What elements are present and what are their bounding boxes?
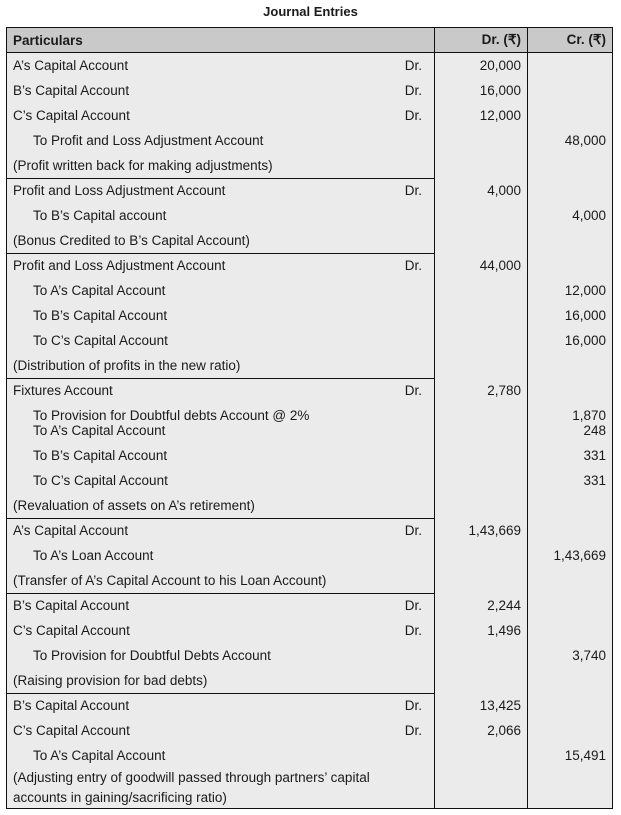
particulars-cell <box>7 78 434 103</box>
table-body <box>7 53 612 808</box>
narration-row <box>7 568 612 593</box>
debit-amount: 1,43,669 <box>468 523 521 538</box>
account-name: To A’s Capital Account <box>33 423 166 438</box>
table-row <box>7 328 612 353</box>
journal-entry <box>7 693 612 808</box>
narration-row <box>7 493 612 518</box>
credit-amount <box>527 718 612 743</box>
narration: (Distribution of profits in the new ratio) <box>13 358 241 373</box>
credit-amount: 12,000 <box>564 283 606 298</box>
debit-amount <box>434 443 527 468</box>
account-name: To Provision for Doubtful Debts Account <box>33 648 271 663</box>
debit-amount <box>434 353 527 378</box>
credit-amount <box>527 228 612 253</box>
particulars-cell <box>7 518 434 543</box>
credit-amount <box>527 78 612 103</box>
debit-amount <box>434 203 527 228</box>
debit-amount: 12,000 <box>479 108 521 123</box>
credit-amount <box>527 103 612 128</box>
journal-entry <box>7 378 612 518</box>
credit-amount <box>527 518 612 543</box>
account-name: To A’s Capital Account <box>33 283 166 298</box>
debit-mark: Dr. <box>404 258 422 273</box>
page-title: Journal Entries <box>263 4 358 19</box>
narration-row <box>7 768 612 808</box>
narration: (Revaluation of assets on A’s retirement) <box>13 498 255 513</box>
credit-amount <box>527 493 612 518</box>
credit-amount <box>527 768 612 808</box>
particulars-cell <box>7 328 434 353</box>
account-name: To C’s Capital Account <box>33 473 168 488</box>
table-row <box>7 593 612 618</box>
journal-entry <box>7 518 612 593</box>
particulars-cell <box>7 423 434 438</box>
particulars-cell <box>7 743 434 768</box>
account-name: To B’s Capital Account <box>33 448 168 463</box>
narration-row <box>7 228 612 253</box>
debit-amount: 2,244 <box>487 598 521 613</box>
table-row <box>7 443 612 468</box>
debit-amount <box>434 768 527 808</box>
table-row <box>7 618 612 643</box>
debit-mark: Dr. <box>404 108 422 123</box>
table-row <box>7 468 612 493</box>
table-row <box>7 178 612 203</box>
narration-row <box>7 353 612 378</box>
debit-mark: Dr. <box>404 623 422 638</box>
table-row <box>7 378 612 403</box>
narration: (Profit written back for making adjustments) <box>13 158 273 173</box>
table-row <box>7 203 612 228</box>
account-name: Profit and Loss Adjustment Account <box>13 258 226 273</box>
journal-entry <box>7 593 612 693</box>
credit-amount <box>527 568 612 593</box>
table-row <box>7 103 612 128</box>
credit-amount: 331 <box>583 473 606 488</box>
narration: (Transfer of A’s Capital Account to his Loan Account) <box>13 573 327 588</box>
account-name: To B’s Capital Account <box>33 308 168 323</box>
particulars-cell <box>7 408 434 423</box>
particulars-cell <box>7 128 434 153</box>
debit-amount <box>434 328 527 353</box>
debit-amount: 1,496 <box>487 623 521 638</box>
particulars-cell <box>7 203 434 228</box>
credit-amount: 16,000 <box>564 333 606 348</box>
credit-amount <box>527 593 612 618</box>
debit-mark: Dr. <box>404 523 422 538</box>
debit-amount <box>434 468 527 493</box>
table-row <box>7 693 612 718</box>
credit-amount <box>527 693 612 718</box>
credit-amount: 331 <box>583 448 606 463</box>
table-row <box>7 423 612 443</box>
particulars-cell <box>7 718 434 743</box>
debit-amount: 16,000 <box>479 83 521 98</box>
credit-amount <box>527 353 612 378</box>
account-name: Fixtures Account <box>13 383 113 398</box>
account-name: To A’s Capital Account <box>33 748 166 763</box>
table-row <box>7 643 612 668</box>
debit-mark: Dr. <box>404 723 422 738</box>
header-credit: Cr. (₹) <box>566 32 606 47</box>
table-row <box>7 543 612 568</box>
particulars-cell <box>7 643 434 668</box>
account-name: B’s Capital Account <box>13 598 130 613</box>
particulars-cell <box>7 253 434 278</box>
particulars-cell <box>7 593 434 618</box>
debit-amount <box>434 568 527 593</box>
particulars-cell <box>7 103 434 128</box>
debit-amount <box>434 493 527 518</box>
journal-entry <box>7 253 612 378</box>
debit-amount <box>434 543 527 568</box>
debit-amount: 2,780 <box>487 383 521 398</box>
credit-amount <box>527 53 612 78</box>
header-particulars: Particulars <box>13 32 83 48</box>
table-row <box>7 718 612 743</box>
account-name: B’s Capital Account <box>13 698 130 713</box>
debit-mark: Dr. <box>404 183 422 198</box>
particulars-cell <box>7 543 434 568</box>
debit-amount <box>434 128 527 153</box>
credit-amount: 1,870 <box>572 408 606 423</box>
debit-amount <box>434 278 527 303</box>
particulars-cell <box>7 443 434 468</box>
debit-amount: 20,000 <box>479 58 521 73</box>
debit-amount <box>434 668 527 693</box>
journal-table <box>6 27 613 809</box>
account-name: Profit and Loss Adjustment Account <box>13 183 226 198</box>
debit-amount: 2,066 <box>487 723 521 738</box>
account-name: To Provision for Doubtful debts Account @ 2% <box>33 408 310 423</box>
table-row <box>7 303 612 328</box>
table-row <box>7 518 612 543</box>
debit-amount: 4,000 <box>487 183 521 198</box>
table-row <box>7 743 612 768</box>
debit-mark: Dr. <box>404 383 422 398</box>
table-header <box>7 28 612 53</box>
credit-amount: 48,000 <box>564 133 606 148</box>
debit-amount <box>434 228 527 253</box>
credit-amount: 4,000 <box>572 208 606 223</box>
credit-amount <box>527 253 612 278</box>
journal-entry <box>7 178 612 253</box>
debit-amount <box>434 423 527 438</box>
credit-amount <box>527 178 612 203</box>
account-name: C’s Capital Account <box>13 723 130 738</box>
credit-amount <box>527 618 612 643</box>
particulars-cell <box>7 53 434 78</box>
credit-amount: 248 <box>583 423 606 438</box>
account-name: C’s Capital Account <box>13 623 130 638</box>
credit-amount: 16,000 <box>564 308 606 323</box>
credit-amount <box>527 668 612 693</box>
account-name: B’s Capital Account <box>13 83 130 98</box>
table-row <box>7 403 612 423</box>
particulars-cell <box>7 378 434 403</box>
particulars-cell <box>7 303 434 328</box>
credit-amount <box>527 153 612 178</box>
narration-row <box>7 153 612 178</box>
particulars-cell <box>7 178 434 203</box>
table-row <box>7 253 612 278</box>
credit-amount <box>527 378 612 403</box>
account-name: To C’s Capital Account <box>33 333 168 348</box>
debit-mark: Dr. <box>404 83 422 98</box>
debit-amount <box>434 303 527 328</box>
particulars-cell <box>7 618 434 643</box>
debit-mark: Dr. <box>404 598 422 613</box>
account-name: To A’s Loan Account <box>33 548 154 563</box>
particulars-cell <box>7 278 434 303</box>
credit-amount: 15,491 <box>564 748 606 763</box>
debit-amount <box>434 643 527 668</box>
debit-mark: Dr. <box>404 698 422 713</box>
narration-row <box>7 668 612 693</box>
narration: (Adjusting entry of goodwill passed through partners’ capital accounts in gaining/sacrificing ratio) <box>13 770 370 805</box>
particulars-cell <box>7 693 434 718</box>
debit-amount <box>434 743 527 768</box>
account-name: C’s Capital Account <box>13 108 130 123</box>
particulars-cell <box>7 468 434 493</box>
debit-amount: 13,425 <box>479 698 521 713</box>
credit-amount: 1,43,669 <box>553 548 606 563</box>
account-name: To Profit and Loss Adjustment Account <box>33 133 264 148</box>
account-name: A’s Capital Account <box>13 58 129 73</box>
debit-amount <box>434 153 527 178</box>
narration: (Raising provision for bad debts) <box>13 673 208 688</box>
credit-amount: 3,740 <box>572 648 606 663</box>
narration: (Bonus Credited to B’s Capital Account) <box>13 233 250 248</box>
table-row <box>7 278 612 303</box>
account-name: To B’s Capital account <box>33 208 167 223</box>
table-row <box>7 128 612 153</box>
debit-amount: 44,000 <box>479 258 521 273</box>
debit-amount <box>434 408 527 423</box>
table-row <box>7 53 612 78</box>
account-name: A’s Capital Account <box>13 523 129 538</box>
journal-entry <box>7 53 612 178</box>
debit-mark: Dr. <box>404 58 422 73</box>
table-row <box>7 78 612 103</box>
header-debit: Dr. (₹) <box>481 32 521 47</box>
